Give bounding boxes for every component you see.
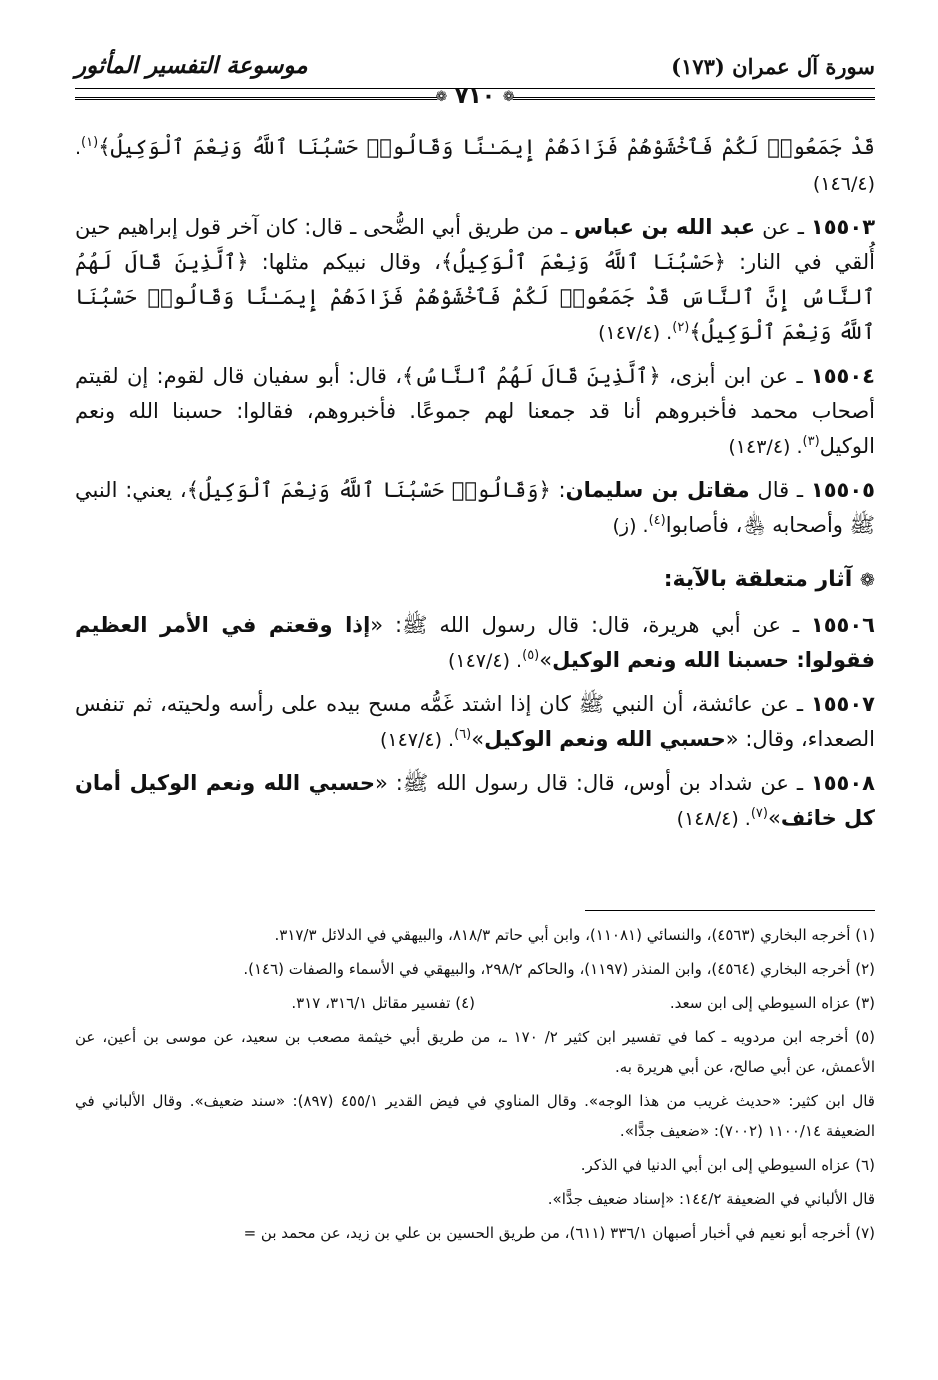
- footnote-marker: (١): [81, 135, 99, 150]
- narrator-name: عبد الله بن عباس: [574, 215, 756, 239]
- entry-number: ١٥٥٠٥: [810, 478, 875, 502]
- narrator-name: مقاتل بن سليمان: [565, 478, 750, 502]
- volume-ref: . (١٤٦/٤): [75, 137, 875, 195]
- footnote-marker: (٣): [802, 434, 820, 449]
- entry-text: ، وقال نبيكم مثلها:: [248, 250, 441, 274]
- footnote-row-3-4: [75, 988, 875, 1018]
- entry-15507: [75, 687, 875, 758]
- entry-text: ـ عن: [755, 215, 811, 239]
- entry-text: »: [767, 806, 781, 830]
- footnote-separator: [585, 910, 875, 911]
- footnote-marker: (٤): [648, 513, 666, 528]
- flower-icon: ❁: [859, 570, 875, 591]
- footnote-5-comment: قال ابن كثير: «حديث غريب من هذا الوجه». وقال المناوي في فيض القدير ٤٥٥/١ (٨٩٧): «سند ضعيف». وقال الألباني في الضعيفة ١١٠٠/١٤ (٧٠٠٢): «ضعيف جدًّا».: [75, 1092, 875, 1140]
- quran-text: قَدْ جَمَعُوا۟ لَكُمْ فَٱخْشَوْهُمْ فَزَادَهُمْ إِيمَـٰنًا وَقَالُوا۟ حَسْبُنَا ٱللَّهُ وَنِعْمَ ٱلْوَكِيلُ﴾: [98, 135, 875, 159]
- book-title: موسوعة التفسير المأثور: [75, 52, 308, 79]
- footnote-marker: (٢): [672, 320, 690, 335]
- entry-text: ـ قال: [749, 478, 811, 502]
- entry-text: ـ عن ابن أبزى،: [660, 364, 811, 388]
- footnote-6-comment: قال الألباني في الضعيفة ١٤٤/٢: «إسناد ضعيف جدًّا».: [547, 1190, 875, 1208]
- entry-text: ـ عن أبي هريرة، قال: قال رسول الله ﷺ: «: [370, 613, 811, 637]
- entry-text: »: [539, 648, 553, 672]
- footnote-3: (٣) عزاه السيوطي إلى ابن سعد.: [669, 994, 875, 1012]
- ornament-icon: ❁: [435, 89, 448, 105]
- main-text: [75, 130, 875, 845]
- quran-text: ﴿ٱلَّذِينَ قَالَ لَهُمُ ٱلنَّاسُ إِنَّ ٱلنَّاسَ قَدْ جَمَعُوا۟ لَكُمْ فَٱخْشَوْهُمْ فَزَادَهُمْ إِيمَـٰنًا وَقَالُوا۟ حَسْبُنَا ٱللَّهُ وَنِعْمَ ٱلْوَكِيلُ﴾: [75, 250, 875, 344]
- quran-text: ﴿وَقَالُوا۟ حَسْبُنَا ٱللَّهُ وَنِعْمَ ٱلْوَكِيلُ﴾: [186, 478, 551, 502]
- entry-text: »: [471, 727, 485, 751]
- footnote-2: (٢) أخرجه البخاري (٤٥٦٤)، وابن المنذر (١١٩٧)، والحاكم ٢٩٨/٢، والبيهقي في الأسماء والصفات (١٤٦).: [243, 960, 875, 978]
- entry-text: ، قال: أبو سفيان قال لقوم: إن لقيتم أصحاب محمد فأخبروهم أنا قد جمعنا لهم جموعًا. فأخبروهم، فقالوا: حسبنا الله ونعم الوكيل: [75, 364, 875, 458]
- volume-ref: . (١٤٧/٤): [447, 650, 523, 672]
- entry-15503: [75, 210, 875, 351]
- hadith-text: إذا وقعتم في الأمر العظيم فقولوا: حسبنا الله ونعم الوكيل: [75, 613, 875, 672]
- entry-text: ـ من طريق أبي الضُّحى ـ قال: كان آخر قول إبراهيم حين أُلقي في النار:: [75, 215, 875, 274]
- entry-number: ١٥٥٠٤: [810, 364, 875, 388]
- entry-text: :: [550, 478, 566, 502]
- entry-15508: [75, 766, 875, 837]
- footnote-5: (٥) أخرجه ابن مردويه ـ كما في تفسير ابن كثير ٢/ ١٧٠ ـ، من طريق أبي خيثمة مصعب بن سعيد، عن موسى بن أعين، عن الأعمش، عن أبي صالح، عن أبي هريرة به.: [75, 1028, 876, 1076]
- hadith-text: حسبي الله ونعم الوكيل: [484, 727, 726, 751]
- entry-text: ، يعني: النبي ﷺ وأصحابه ﵃، فأصابوا: [75, 478, 875, 537]
- footnote-marker: (٦): [454, 727, 472, 742]
- entry-number: ١٥٥٠٦: [810, 613, 875, 637]
- entry-15505: [75, 473, 875, 544]
- entry-15506: [75, 608, 875, 679]
- entry-number: ١٥٥٠٧: [810, 692, 875, 716]
- ornament-icon: ❁: [502, 89, 515, 105]
- section-heading: [75, 562, 875, 598]
- section-title: آثار متعلقة بالآية:: [663, 567, 853, 592]
- footnote-7: (٧) أخرجه أبو نعيم في أخبار أصبهان ٣٣٦/١ (٦١١)، من طريق الحسين بن علي بن زيد، عن محمد بن =: [243, 1224, 875, 1242]
- volume-ref: . (ز): [612, 515, 649, 537]
- entry-number: ١٥٥٠٨: [810, 771, 875, 795]
- entry-15504: [75, 359, 875, 465]
- entry-text: ـ عن شداد بن أوس، قال: قال رسول الله ﷺ: «: [375, 771, 811, 795]
- page-number: ٧١٠: [454, 84, 496, 109]
- footnotes: [75, 920, 875, 1252]
- footnote-marker: (٥): [522, 648, 540, 663]
- footnote-4: (٤) تفسير مقاتل ٣١٦/١، ٣١٧.: [291, 994, 475, 1012]
- footnote-1: (١) أخرجه البخاري (٤٥٦٣)، والنسائي (١١٠٨١)، وابن أبي حاتم ٨١٨/٣، والبيهقي في الدلائل ٣١٧/٣.: [274, 926, 875, 944]
- hadith-text: حسبي الله ونعم الوكيل أمان كل خائف: [75, 771, 875, 830]
- volume-ref: . (١٤٧/٤): [598, 322, 673, 344]
- page-header: [75, 48, 875, 108]
- volume-ref: . (١٤٨/٤): [676, 808, 751, 830]
- quran-text: ﴿ٱلَّذِينَ قَالَ لَهُمُ ٱلنَّاسُ﴾: [402, 364, 661, 388]
- footnote-6: (٦) عزاه السيوطي إلى ابن أبي الدنيا في الذكر.: [580, 1156, 875, 1174]
- volume-ref: . (١٤٧/٤): [379, 729, 455, 751]
- entry-text: ـ عن عائشة، أن النبي ﷺ كان إذا اشتد غَمُّه مسح بيده على رأسه ولحيته، ثم تنفس الصعداء، وقال: «: [75, 692, 875, 751]
- footnote-marker: (٧): [750, 806, 768, 821]
- surah-heading: سورة آل عمران (١٧٣): [671, 54, 875, 79]
- entry-number: ١٥٥٠٣: [810, 215, 876, 239]
- volume-ref: . (١٤٣/٤): [728, 436, 803, 458]
- continuation-line: [75, 130, 875, 202]
- quran-text: ﴿حَسْبُنَا ٱللَّهُ وَنِعْمَ ٱلْوَكِيلُ﴾: [440, 250, 726, 274]
- page-number-box: [75, 84, 875, 109]
